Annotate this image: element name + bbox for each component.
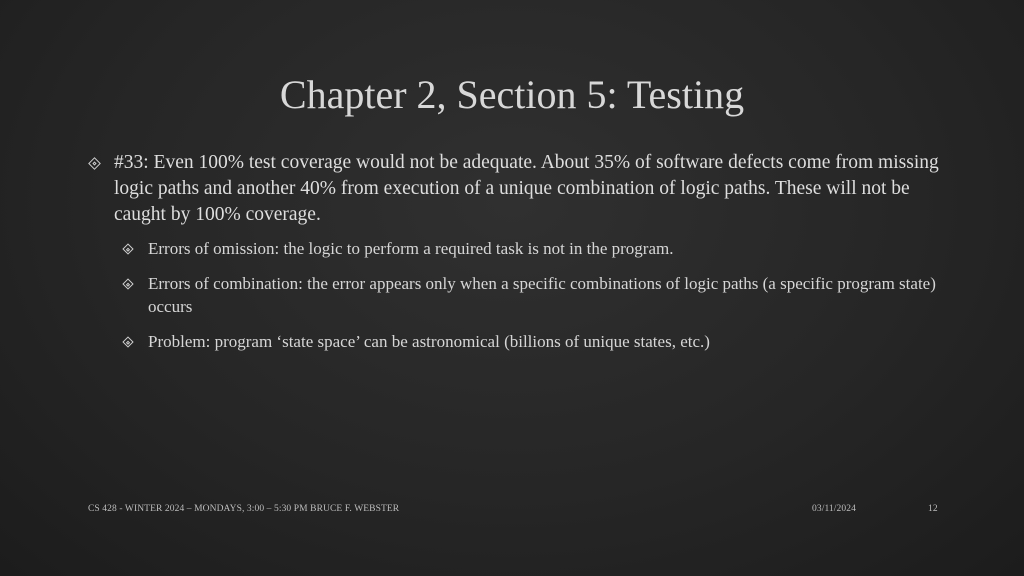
sub-bullet-item [122, 272, 948, 318]
diamond-bullet-icon [88, 150, 114, 176]
sub-bullet-text: Errors of omission: the logic to perform a required task is not in the program. [148, 239, 674, 258]
footer-course-info: CS 428 - WINTER 2024 – MONDAYS, 3:00 – 5:30 PM BRUCE F. WEBSTER [88, 504, 400, 514]
slide-content [88, 150, 948, 353]
bullet-text: #33: Even 100% test coverage would not be adequate. About 35% of software defects come from missing logic paths and another 40% from execution of a unique combination of logic paths. These will not be caught by 100% coverage. [114, 152, 939, 225]
sub-bullet-text: Errors of combination: the error appears only when a specific combinations of logic paths (a specific program state) occurs [148, 274, 936, 316]
sub-bullet-item [122, 237, 948, 260]
diamond-bullet-icon [122, 272, 148, 295]
slide-number: 12 [928, 504, 938, 514]
diamond-bullet-icon [122, 330, 148, 353]
footer-date: 03/11/2024 [812, 504, 856, 514]
sub-bullet-text: Problem: program ‘state space’ can be astronomical (billions of unique states, etc.) [148, 332, 710, 351]
slide-title: Chapter 2, Section 5: Testing [279, 72, 745, 117]
bullet-item-main [88, 150, 948, 228]
diamond-bullet-icon [122, 237, 148, 260]
sub-bullet-item [122, 330, 948, 353]
